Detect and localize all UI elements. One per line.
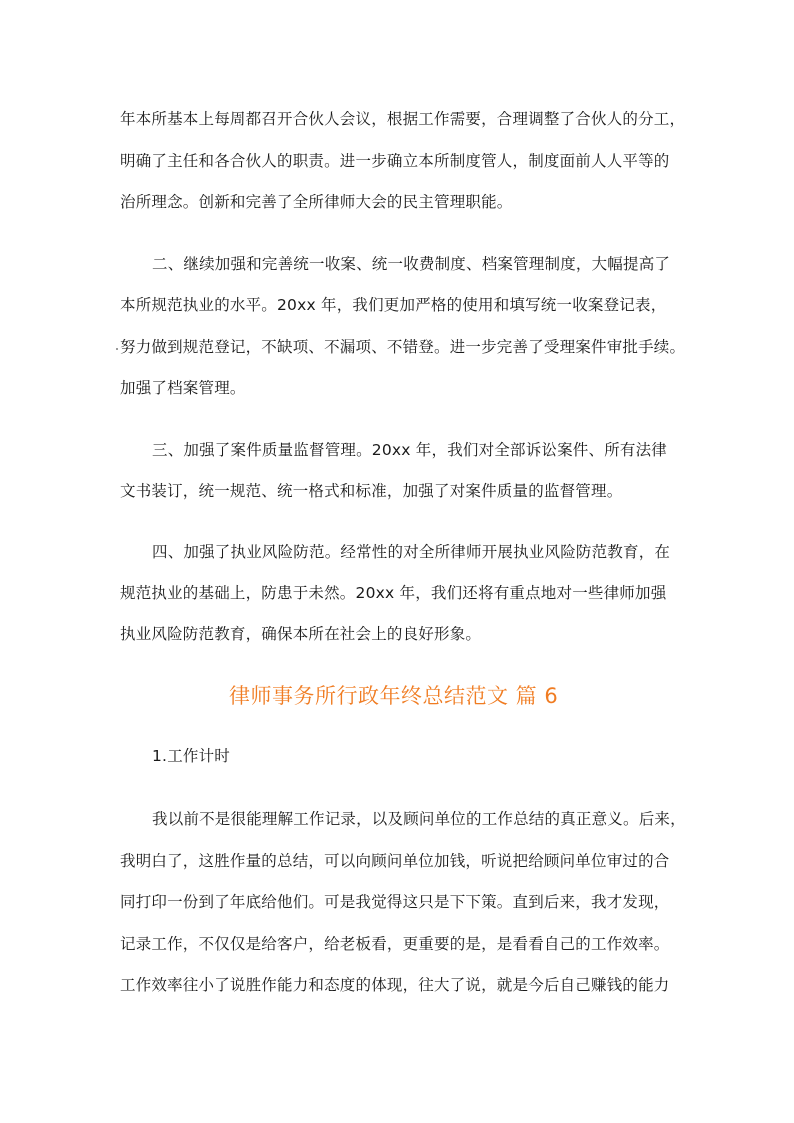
paragraph-line: 加强了档案管理。 <box>120 379 246 397</box>
paragraph-line: 明确了主任和各合伙人的职责。进一步确立本所制度管人，制度面前人人平等的 <box>120 152 670 170</box>
subheading: 1.工作计时 <box>152 747 230 765</box>
stray-mark <box>116 348 118 350</box>
section-heading: 律师事务所行政年终总结范文 篇 6 <box>229 684 559 708</box>
paragraph-line: 规范执业的基础上，防患于未然。20xx 年，我们还将有重点地对一些律师加强 <box>120 584 667 602</box>
paragraph-line: 我明白了，这胜作量的总结，可以向顾问单位加钱，听说把给顾问单位审过的合 <box>120 852 670 870</box>
paragraph-line: 二、继续加强和完善统一收案、统一收费制度、档案管理制度，大幅提高了 <box>152 255 671 273</box>
paragraph-line: 本所规范执业的水平。20xx 年，我们更加严格的使用和填写统一收案登记表， <box>120 296 667 314</box>
paragraph-line: 文书装订，统一规范、统一格式和标准，加强了对案件质量的监督管理。 <box>120 482 623 500</box>
paragraph-line: 年本所基本上每周都召开合伙人会议，根据工作需要，合理调整了合伙人的分工， <box>120 110 686 128</box>
paragraph-line: 同打印一份到了年底给他们。可是我觉得这只是下下策。直到后来，我才发现， <box>120 893 670 911</box>
paragraph-line: 四、加强了执业风险防范。经常性的对全所律师开展执业风险防范教育，在 <box>152 543 671 561</box>
paragraph-line: 努力做到规范登记，不缺项、不漏项、不错登。进一步完善了受理案件审批手续。 <box>120 338 686 356</box>
paragraph-line: 执业风险防范教育，确保本所在社会上的良好形象。 <box>120 625 482 643</box>
paragraph-line: 我以前不是很能理解工作记录，以及顾问单位的工作总结的真正意义。后来， <box>152 810 686 828</box>
paragraph-line: 工作效率往小了说胜作能力和态度的体现，往大了说，就是今后自己赚钱的能力 <box>120 976 670 994</box>
paragraph-line: 治所理念。创新和完善了全所律师大会的民主管理职能。 <box>120 193 513 211</box>
paragraph-line: 记录工作，不仅仅是给客户，给老板看，更重要的是，是看看自己的工作效率。 <box>120 935 670 953</box>
paragraph-line: 三、加强了案件质量监督管理。20xx 年，我们对全部诉讼案件、所有法律 <box>152 441 667 459</box>
